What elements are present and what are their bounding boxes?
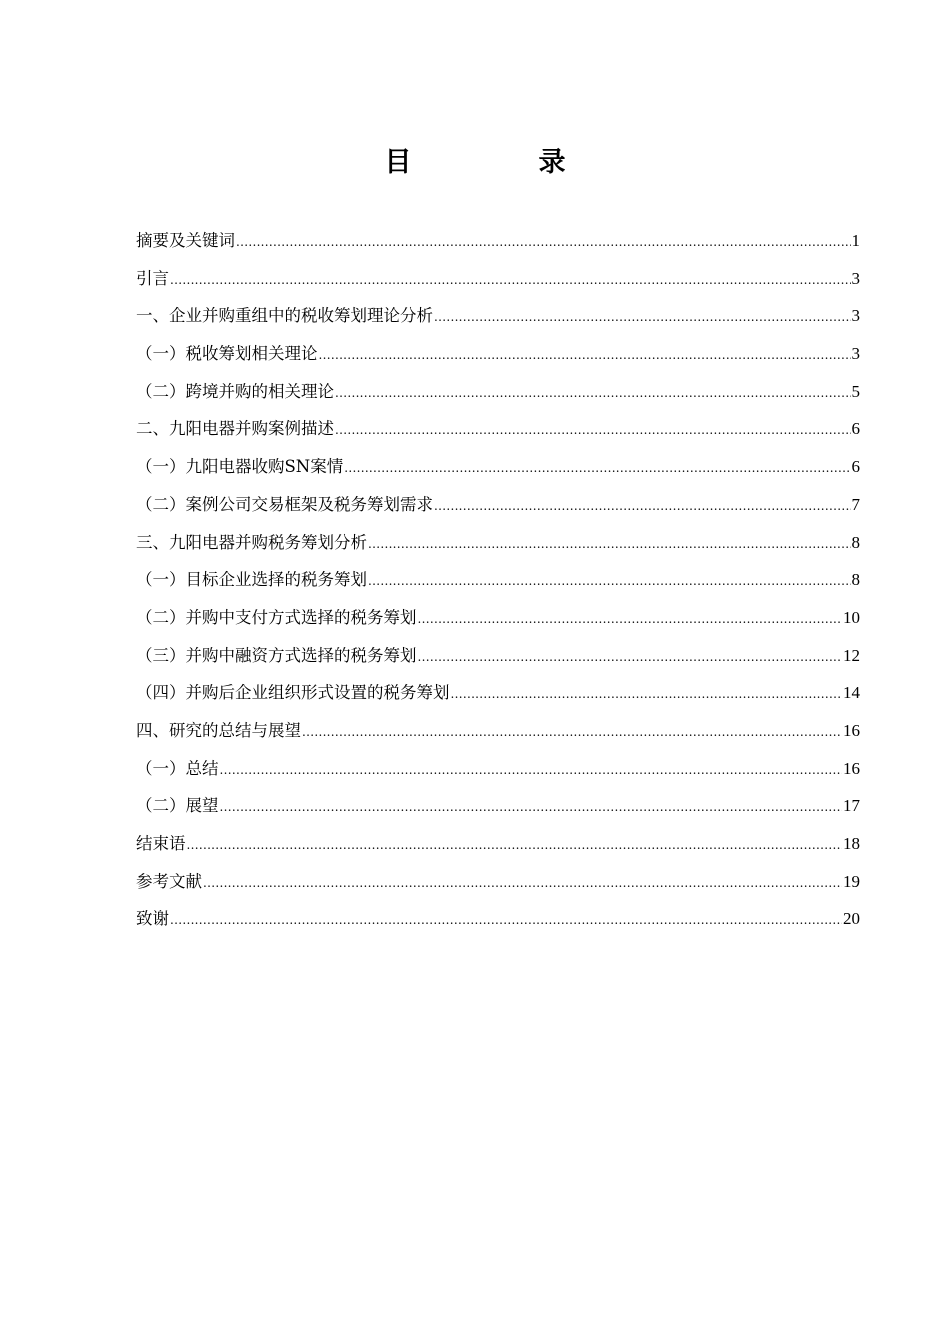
toc-entry-page: 5	[851, 381, 860, 401]
toc-entry-page: 14	[843, 683, 860, 703]
toc-entry-label: （二）展望	[136, 796, 219, 816]
toc-entry[interactable]	[136, 335, 860, 373]
toc-entry[interactable]	[136, 524, 860, 562]
toc-entry-label: 二、九阳电器并购案例描述	[136, 419, 334, 439]
toc-entry-page: 3	[851, 268, 860, 288]
toc-entry-label: 致谢	[136, 909, 169, 929]
toc-entry[interactable]	[136, 787, 860, 825]
toc-leader-dots	[220, 752, 843, 790]
toc-leader-dots	[368, 526, 851, 564]
toc-entry[interactable]	[136, 712, 860, 750]
toc-entry[interactable]	[136, 637, 860, 675]
toc-entry[interactable]	[136, 561, 860, 599]
toc-entry-page: 16	[843, 758, 860, 778]
toc-entry-label: （一）税收筹划相关理论	[136, 344, 318, 364]
toc-entry-page: 3	[851, 306, 860, 326]
toc-entry-page: 12	[843, 645, 860, 665]
toc-entry-page: 10	[843, 607, 860, 627]
toc-entry[interactable]	[136, 674, 860, 712]
toc-entry[interactable]	[136, 863, 860, 901]
toc-leader-dots	[434, 299, 851, 337]
toc-entry-page: 6	[851, 457, 860, 477]
toc-entry-page: 3	[851, 344, 860, 364]
toc-leader-dots	[335, 412, 851, 450]
toc-leader-dots	[418, 601, 843, 639]
toc-entry-label: 结束语	[136, 834, 186, 853]
toc-entry-label: 引言	[136, 268, 169, 288]
toc-entry-label: 三、九阳电器并购税务筹划分析	[136, 532, 367, 552]
toc-leader-dots	[220, 789, 843, 827]
toc-entry-label: （一）九阳电器收购SN案情	[136, 457, 344, 477]
toc-entry-label: 摘要及关键词	[136, 231, 235, 250]
toc-leader-dots	[170, 262, 851, 300]
page-title: 目 录	[384, 147, 616, 178]
toc-entry-page: 18	[843, 834, 860, 853]
toc-leader-dots	[335, 375, 851, 413]
toc-leader-dots	[302, 714, 842, 752]
toc-leader-dots	[368, 563, 851, 601]
toc-entry-page: 20	[843, 909, 860, 929]
toc-entry-page: 8	[851, 532, 860, 552]
toc-entry[interactable]	[136, 222, 860, 260]
toc-entry[interactable]	[136, 486, 860, 524]
toc-leader-dots	[170, 902, 842, 940]
toc-entry-label: （二）案例公司交易框架及税务筹划需求	[136, 494, 433, 514]
toc-entry-page: 16	[843, 720, 860, 740]
toc-entry-label: 四、研究的总结与展望	[136, 720, 301, 740]
toc-entry-label: （四）并购后企业组织形式设置的税务筹划	[136, 683, 450, 703]
toc-entry[interactable]	[136, 410, 860, 448]
toc-entry-label: 参考文献	[136, 871, 202, 891]
toc-leader-dots	[187, 827, 843, 865]
toc-leader-dots	[344, 450, 850, 488]
toc-entry[interactable]	[136, 599, 860, 637]
toc-entry-page: 6	[851, 419, 860, 439]
toc-entry-label: （二）跨境并购的相关理论	[136, 381, 334, 401]
toc-entry[interactable]	[136, 825, 860, 863]
toc-leader-dots	[319, 337, 851, 375]
toc-leader-dots	[203, 865, 842, 903]
toc-entry[interactable]	[136, 448, 860, 486]
toc-entry-page: 1	[851, 231, 860, 250]
toc-entry-label: 一、企业并购重组中的税收筹划理论分析	[136, 306, 433, 326]
toc-leader-dots	[236, 224, 851, 262]
toc-entry[interactable]	[136, 900, 860, 938]
table-of-contents	[136, 222, 860, 938]
toc-entry[interactable]	[136, 750, 860, 788]
toc-entry-label: （一）目标企业选择的税务筹划	[136, 570, 367, 590]
toc-leader-dots	[451, 676, 843, 714]
toc-entry[interactable]	[136, 297, 860, 335]
toc-entry[interactable]	[136, 260, 860, 298]
toc-entry-label: （二）并购中支付方式选择的税务筹划	[136, 607, 417, 627]
toc-entry-page: 8	[851, 570, 860, 590]
toc-entry[interactable]	[136, 373, 860, 411]
toc-leader-dots	[418, 639, 843, 677]
toc-entry-page: 19	[843, 871, 860, 891]
toc-entry-label: （三）并购中融资方式选择的税务筹划	[136, 645, 417, 665]
toc-entry-page: 17	[843, 796, 860, 816]
toc-entry-label: （一）总结	[136, 758, 219, 778]
toc-leader-dots	[434, 488, 851, 526]
toc-entry-page: 7	[851, 494, 860, 514]
